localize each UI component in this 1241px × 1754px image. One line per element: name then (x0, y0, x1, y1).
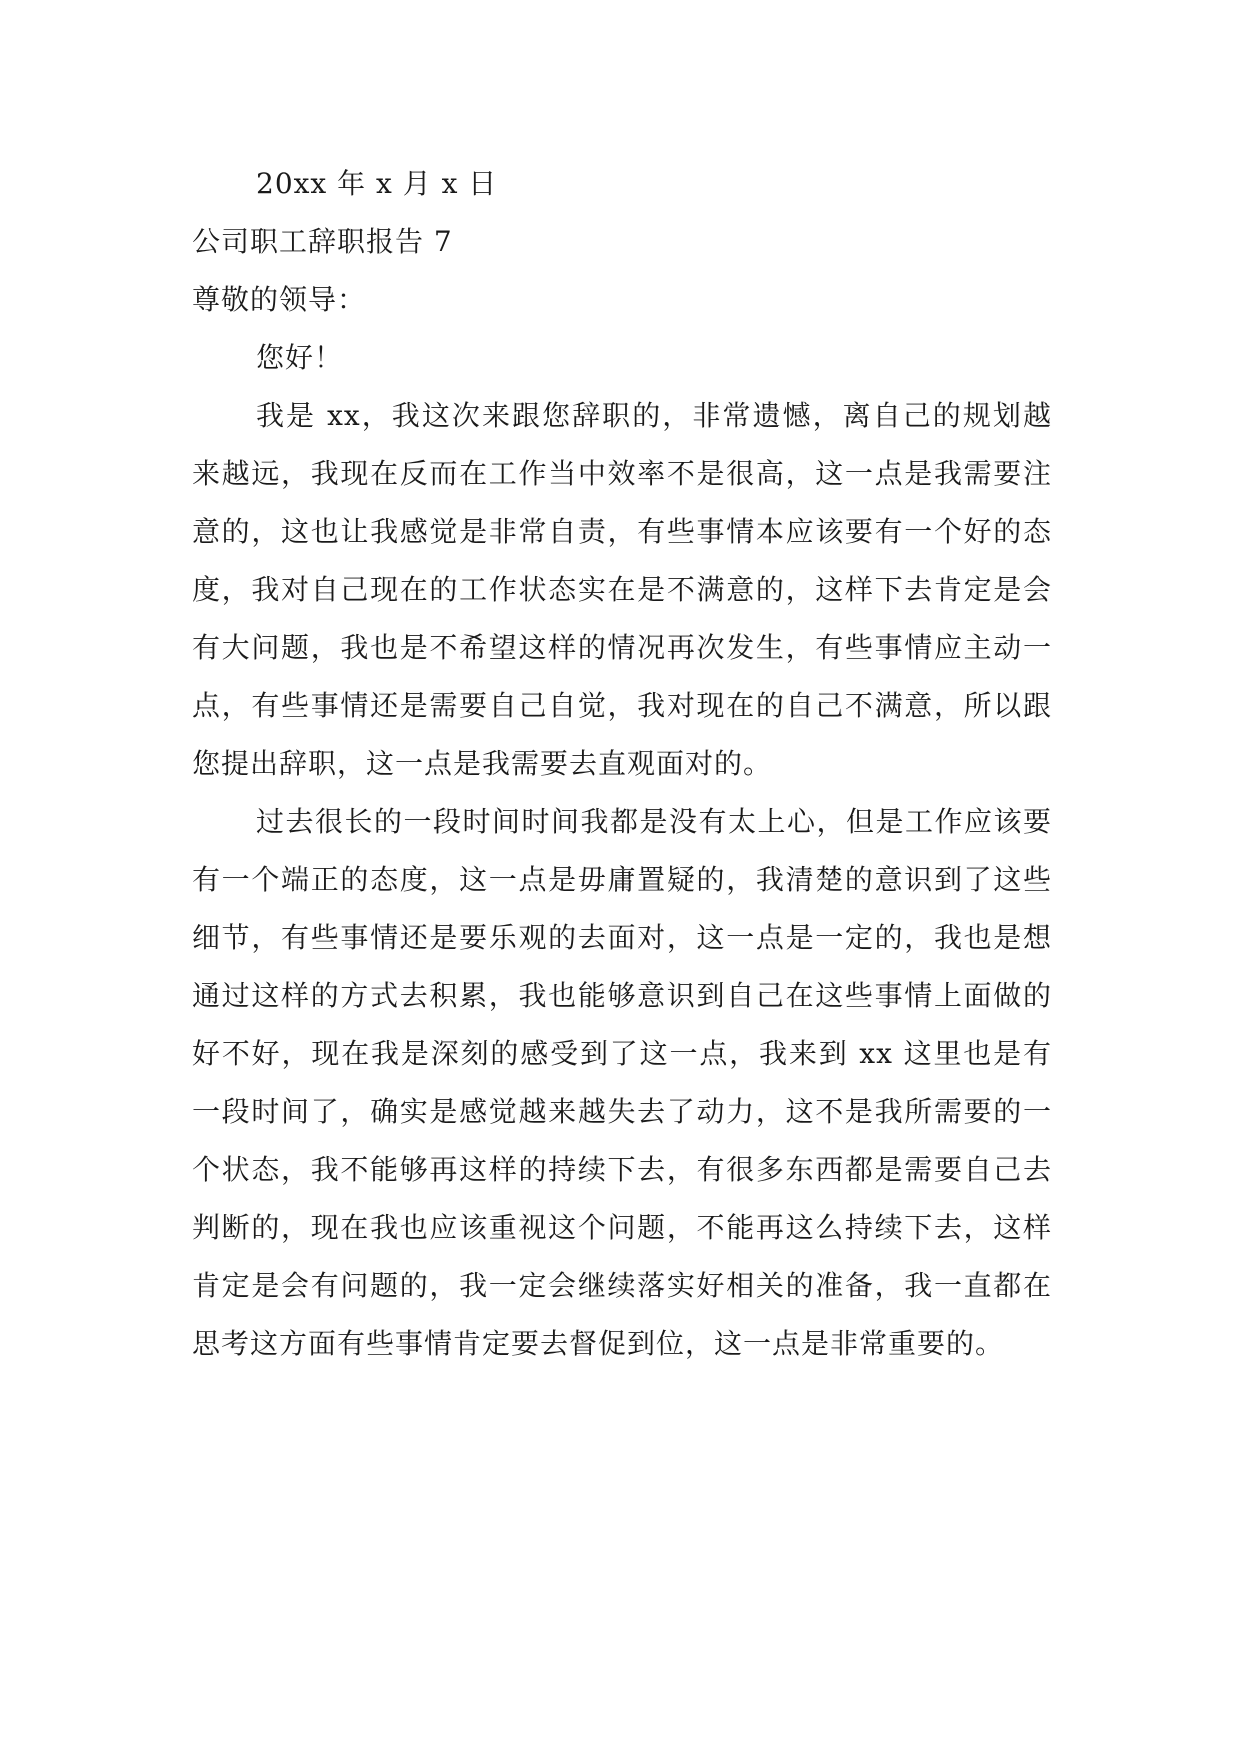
greeting: 您好！ (256, 341, 344, 374)
body-paragraph-2: 过去很长的一段时间时间我都是没有太上心，但是工作应该要有一个端正的态度，这一点是毋庸置疑的，我清楚的意识到了这些细节，有些事情还是要乐观的去面对，这一点是一定的，我也是想通过这样的方式去积累，我也能够意识到自己在这些事情上面做的好不好，现在我是深刻的感受到了这一点，我来到 xx 这里也是有一段时间了，确实是感觉越来越失去了动力，这不是我所需要的一个状态，我不能够再这样的持续下去，有很多东西都是需要自己去判断的，现在我也应该重视这个问题，不能再这么持续下去，这样肯定是会有问题的，我一定会继续落实好相关的准备，我一直都在思考这方面有些事情肯定要去督促到位，这一点是非常重要的。 (192, 805, 1052, 1360)
document-title: 公司职工辞职报告 7 (192, 225, 453, 258)
salutation: 尊敬的领导： (192, 283, 367, 316)
document-page (192, 155, 1052, 1373)
date-line: 20xx 年 x 月 x 日 (256, 167, 498, 200)
body-paragraph-1: 我是 xx，我这次来跟您辞职的，非常遗憾，离自己的规划越来越远，我现在反而在工作当中效率不是很高，这一点是我需要注意的，这也让我感觉是非常自责，有些事情本应该要有一个好的态度，我对自己现在的工作状态实在是不满意的，这样下去肯定是会有大问题，我也是不希望这样的情况再次发生，有些事情应主动一点，有些事情还是需要自己自觉，我对现在的自己不满意，所以跟您提出辞职，这一点是我需要去直观面对的。 (192, 399, 1052, 780)
